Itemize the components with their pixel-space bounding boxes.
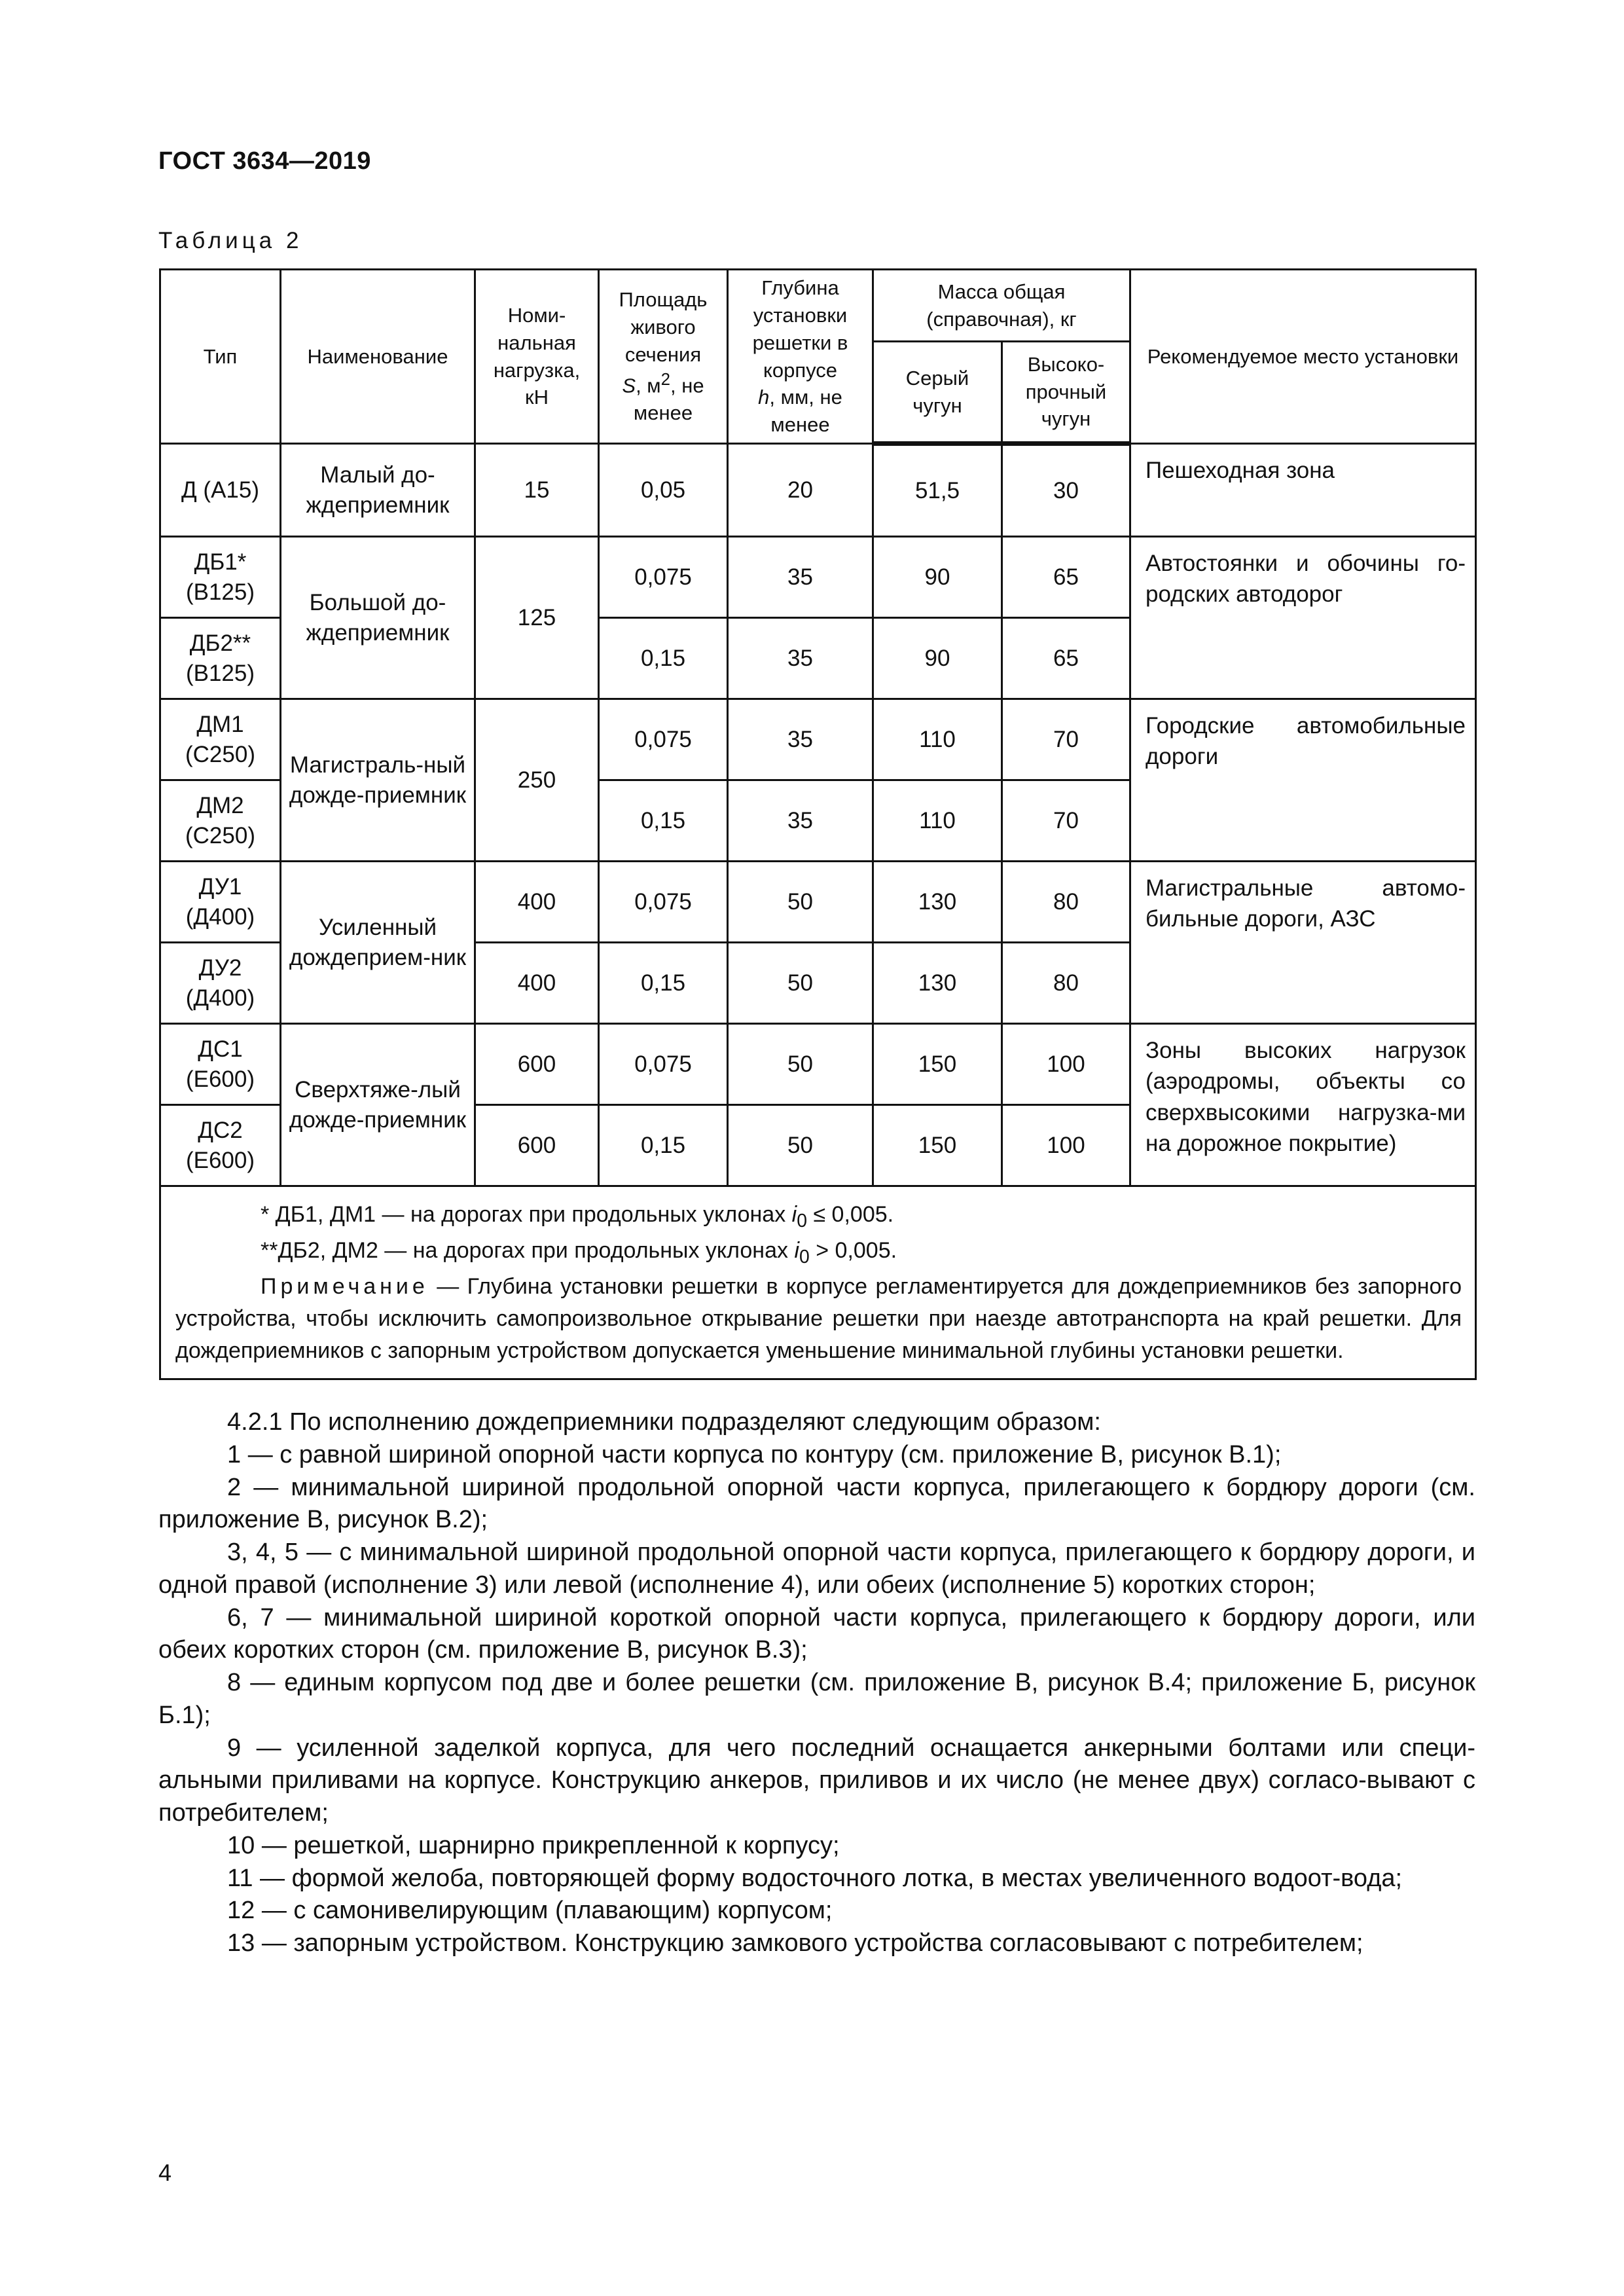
cell-place: Автостоянки и обочины го-родских автодорог bbox=[1130, 537, 1476, 699]
cell-place: Зоны высоких нагрузок (аэродромы, объекты со сверхвысокими нагрузка-ми на дорожное покрытие) bbox=[1130, 1024, 1476, 1186]
col-header-name: Наименование bbox=[281, 270, 475, 444]
paragraph: 6, 7 — минимальной шириной короткой опорной части корпуса, прилегающего к бордюру дороги, или обеих коротких сторон (см. приложение В, рисунок В.3); bbox=[158, 1603, 1475, 1664]
table-row bbox=[160, 444, 1476, 537]
cell-gray: 90 bbox=[873, 537, 1002, 618]
cell-area: 0,075 bbox=[599, 1024, 728, 1105]
paragraph: 4.2.1 По исполнению дождеприемники подразделяют следующим образом: bbox=[227, 1408, 1101, 1436]
table-notes-row bbox=[160, 1186, 1476, 1379]
cell-gray: 110 bbox=[873, 780, 1002, 862]
paragraph: 11 — формой желоба, повторяющей форму водосточного лотка, в местах увеличенного водоот-вода; bbox=[227, 1864, 1403, 1892]
footnote-2-text: **ДБ2, ДМ2 — на дорогах при продольных уклонах bbox=[261, 1237, 788, 1263]
table-header-row bbox=[160, 270, 1476, 342]
cell-area: 0,15 bbox=[599, 1105, 728, 1186]
cell-depth: 50 bbox=[728, 943, 873, 1024]
cell-area: 0,075 bbox=[599, 537, 728, 618]
footnote-2-subscript: 0 bbox=[799, 1246, 810, 1267]
footnote-2-symbol: i bbox=[794, 1237, 800, 1263]
paragraph: 8 — единым корпусом под две и более решетки (см. приложение В, рисунок В.4; приложение Б, рисунок Б.1); bbox=[158, 1669, 1475, 1729]
cell-type: ДМ2 (С250) bbox=[160, 780, 281, 862]
area-header-suffix: , не менее bbox=[633, 374, 704, 424]
footnote-1-text: * ДБ1, ДМ1 — на дорогах при продольных уклонах bbox=[261, 1202, 786, 1227]
cell-load: 600 bbox=[475, 1105, 599, 1186]
paragraph: 3, 4, 5 — с минимальной шириной продольной опорной части корпуса, прилегающего к бордюру дороги, и одной правой (исполнение 3) или левой (исполнение 4), или обеих (исполнение 5) коротких сторон; bbox=[158, 1539, 1475, 1599]
footnote-1 bbox=[175, 1199, 1462, 1235]
table-notes bbox=[160, 1186, 1476, 1379]
cell-area: 0,15 bbox=[599, 943, 728, 1024]
paragraph: 10 — решеткой, шарнирно прикрепленной к корпусу; bbox=[227, 1831, 840, 1859]
cell-ductile: 65 bbox=[1002, 537, 1130, 618]
cell-type: ДБ1* (В125) bbox=[160, 537, 281, 618]
table-row bbox=[160, 1024, 1476, 1105]
col-header-gray-iron: Серый чугун bbox=[873, 342, 1002, 444]
paragraph: 9 — усиленной заделкой корпуса, для чего последний оснащается анкерными болтами или специ-альными приливами на корпусе. Конструкцию анкеров, приливов и их число (не менее двух) согласо-вывают с потребителем; bbox=[158, 1734, 1475, 1827]
cell-type: ДУ1 (Д400) bbox=[160, 862, 281, 943]
cell-depth: 35 bbox=[728, 780, 873, 862]
cell-name: Малый до-ждеприемник bbox=[281, 444, 475, 537]
footnote-1-subscript: 0 bbox=[797, 1210, 807, 1231]
cell-depth: 35 bbox=[728, 537, 873, 618]
area-unit-exponent: 2 bbox=[660, 370, 670, 389]
paragraph: 12 — с самонивелирующим (плавающим) корпусом; bbox=[227, 1897, 833, 1925]
cell-load: 600 bbox=[475, 1024, 599, 1105]
table-caption: Таблица 2 bbox=[158, 228, 303, 253]
footnote-2 bbox=[175, 1235, 1462, 1271]
footnote-1-value: ≤ 0,005. bbox=[807, 1202, 894, 1227]
cell-gray: 150 bbox=[873, 1024, 1002, 1105]
cell-gray: 90 bbox=[873, 618, 1002, 699]
cell-type: ДБ2** (В125) bbox=[160, 618, 281, 699]
note-text: — Глубина установки решетки в корпусе регламентируется для дождеприемников без запорного устройства, чтобы исключить самопроизвольное открывание решетки при наезде автотранспорта на край решетки. Для дождеприемников с запорным устройством допускается уменьшение минимальной глубины установки решетки. bbox=[175, 1273, 1462, 1364]
cell-ductile: 80 bbox=[1002, 943, 1130, 1024]
cell-area: 0,15 bbox=[599, 618, 728, 699]
cell-ductile: 100 bbox=[1002, 1105, 1130, 1186]
cell-load: 125 bbox=[475, 537, 599, 699]
cell-name: Усиленный дождеприем-ник bbox=[281, 862, 475, 1024]
cell-type: ДС1 (Е600) bbox=[160, 1024, 281, 1105]
col-header-place: Рекомендуемое место установки bbox=[1130, 270, 1476, 444]
cell-load: 400 bbox=[475, 862, 599, 943]
cell-ductile: 70 bbox=[1002, 780, 1130, 862]
cell-area: 0,075 bbox=[599, 862, 728, 943]
cell-load: 15 bbox=[475, 444, 599, 537]
paragraph: 1 — с равной шириной опорной части корпуса по контуру (см. приложение В, рисунок В.1); bbox=[227, 1440, 1282, 1468]
cell-load: 250 bbox=[475, 699, 599, 862]
cell-gray: 130 bbox=[873, 943, 1002, 1024]
cell-type: Д (А15) bbox=[160, 444, 281, 537]
cell-ductile: 100 bbox=[1002, 1024, 1130, 1105]
table-row bbox=[160, 537, 1476, 618]
cell-depth: 50 bbox=[728, 1105, 873, 1186]
cell-gray: 110 bbox=[873, 699, 1002, 780]
footnote-2-value: > 0,005. bbox=[809, 1237, 897, 1263]
cell-area: 0,15 bbox=[599, 780, 728, 862]
table-note bbox=[175, 1271, 1462, 1368]
area-unit: , м bbox=[636, 374, 661, 397]
cell-area: 0,075 bbox=[599, 699, 728, 780]
footnote-1-symbol: i bbox=[791, 1202, 797, 1227]
col-header-mass: Масса общая (справочная), кг bbox=[873, 270, 1130, 342]
cell-depth: 50 bbox=[728, 1024, 873, 1105]
area-symbol: S bbox=[622, 374, 636, 397]
cell-ductile: 30 bbox=[1002, 444, 1130, 537]
depth-symbol: h bbox=[758, 386, 770, 409]
cell-ductile: 65 bbox=[1002, 618, 1130, 699]
cell-name: Магистраль-ный дожде-приемник bbox=[281, 699, 475, 862]
col-header-type: Тип bbox=[160, 270, 281, 444]
col-header-depth bbox=[728, 270, 873, 444]
specifications-table bbox=[159, 268, 1477, 1380]
cell-place: Магистральные автомо-бильные дороги, АЗС bbox=[1130, 862, 1476, 1024]
cell-type: ДМ1 (С250) bbox=[160, 699, 281, 780]
cell-depth: 35 bbox=[728, 618, 873, 699]
table-row bbox=[160, 862, 1476, 943]
col-header-load: Номи-нальная нагрузка, кН bbox=[475, 270, 599, 444]
cell-name: Сверхтяже-лый дожде-приемник bbox=[281, 1024, 475, 1186]
paragraph: 13 — запорным устройством. Конструкцию замкового устройства согласовывают с потребителем; bbox=[227, 1929, 1363, 1958]
cell-gray: 51,5 bbox=[873, 444, 1002, 537]
cell-ductile: 80 bbox=[1002, 862, 1130, 943]
note-label: Примечание bbox=[261, 1273, 429, 1299]
col-header-area bbox=[599, 270, 728, 444]
cell-gray: 130 bbox=[873, 862, 1002, 943]
cell-place: Пешеходная зона bbox=[1130, 444, 1476, 537]
table-row bbox=[160, 699, 1476, 780]
document-header: ГОСТ 3634—2019 bbox=[158, 147, 371, 175]
cell-type: ДУ2 (Д400) bbox=[160, 943, 281, 1024]
paragraph: 2 — минимальной шириной продольной опорной части корпуса, прилегающего к бордюру дороги (см. приложение В, рисунок В.2); bbox=[158, 1473, 1475, 1534]
page-number: 4 bbox=[158, 2159, 172, 2186]
cell-name: Большой до-ждеприемник bbox=[281, 537, 475, 699]
cell-area: 0,05 bbox=[599, 444, 728, 537]
depth-header-text: Глубина установки решетки в корпусе bbox=[752, 276, 848, 382]
area-header-text: Площадь живого сечения bbox=[619, 288, 708, 366]
cell-load: 400 bbox=[475, 943, 599, 1024]
cell-type: ДС2 (Е600) bbox=[160, 1105, 281, 1186]
cell-place: Городские автомобильные дороги bbox=[1130, 699, 1476, 862]
cell-depth: 50 bbox=[728, 862, 873, 943]
body-text bbox=[158, 1406, 1475, 1960]
col-header-ductile-iron: Высоко-прочный чугун bbox=[1002, 342, 1130, 444]
cell-depth: 35 bbox=[728, 699, 873, 780]
cell-depth: 20 bbox=[728, 444, 873, 537]
cell-gray: 150 bbox=[873, 1105, 1002, 1186]
depth-header-suffix: , мм, не менее bbox=[769, 386, 842, 437]
cell-ductile: 70 bbox=[1002, 699, 1130, 780]
